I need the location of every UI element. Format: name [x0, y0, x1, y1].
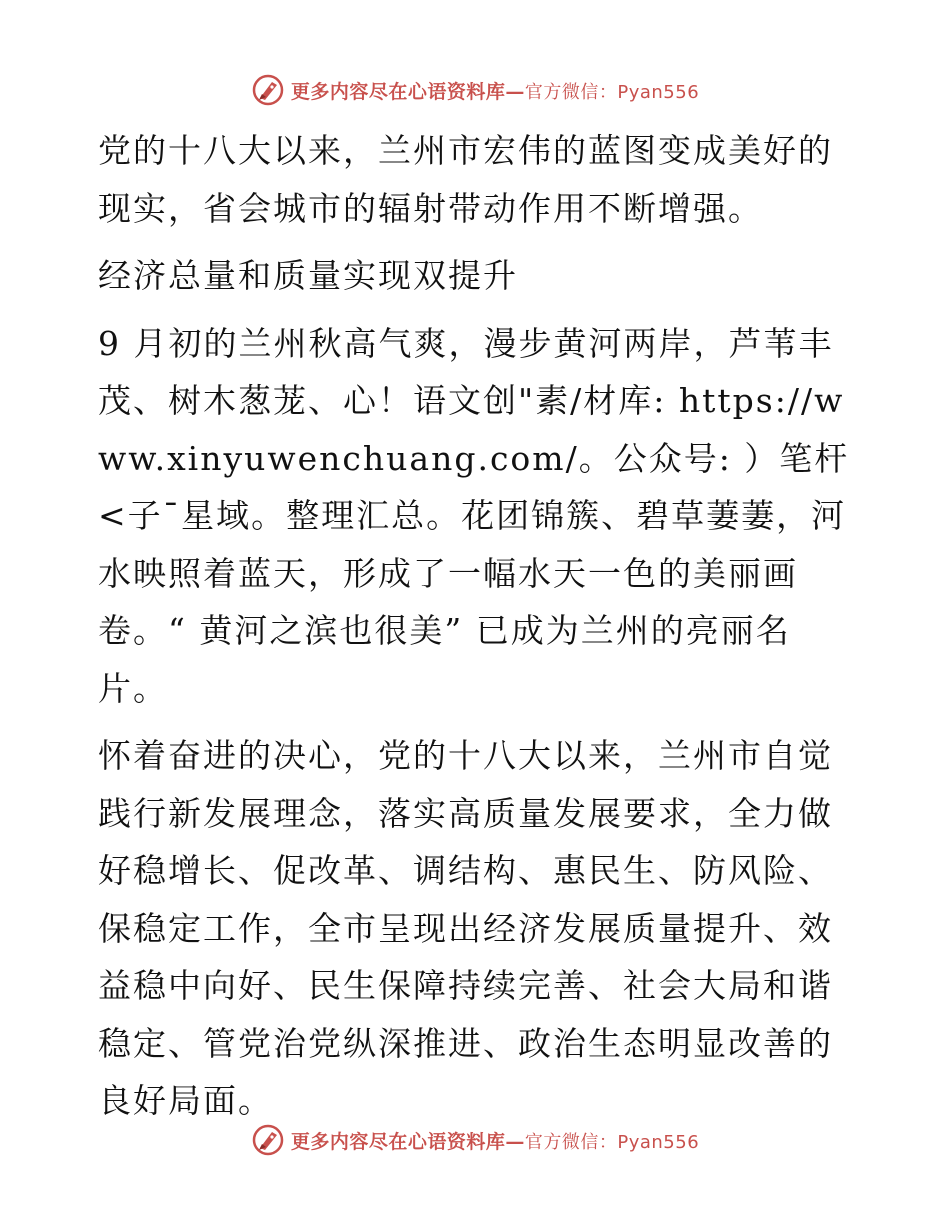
- footer-banner-contact-text: 官方微信：Pyan556: [524, 1131, 700, 1153]
- pen-nib-circle-logo-icon: [251, 73, 285, 107]
- document-body: [98, 122, 850, 1140]
- footer-banner: [0, 1120, 950, 1160]
- header-banner-main-text: 更多内容尽在心语资料库—: [290, 80, 525, 103]
- footer-banner-main-text: 更多内容尽在心语资料库—: [290, 1130, 525, 1153]
- paragraph-intro: 党的十八大以来，兰州市宏伟的蓝图变成美好的现实，省会城市的辐射带动作用不断增强。: [98, 131, 833, 228]
- header-banner-text: [291, 77, 699, 104]
- paragraph-scenery: 9 月初的兰州秋高气爽，漫步黄河两岸，芦苇丰茂、树木葱茏、心！语文创"素/材库: https://www.xinyuwenchuang.com/。公众号: ）笔杆<子¯星域。整理汇总。花团锦簇、碧草萋萋，河水映照着蓝天，形成了一幅水天一色的美丽画卷。“ 黄河之滨也很美” 已成为兰州的亮丽名片。: [98, 323, 850, 708]
- footer-banner-text: [291, 1127, 699, 1154]
- pen-nib-circle-logo-icon: [251, 1123, 285, 1157]
- section-heading: 经济总量和质量实现双提升: [98, 256, 518, 295]
- header-banner: [0, 70, 950, 110]
- paragraph-development: 怀着奋进的决心，党的十八大以来，兰州市自觉践行新发展理念，落实高质量发展要求，全力做好稳增长、促改革、调结构、惠民生、防风险、保稳定工作，全市呈现出经济发展质量提升、效益稳中向好、民生保障持续完善、社会大局和谐稳定、管党治党纵深推进、政治生态明显改善的良好局面。: [98, 736, 833, 1120]
- header-banner-contact-text: 官方微信：Pyan556: [524, 81, 700, 103]
